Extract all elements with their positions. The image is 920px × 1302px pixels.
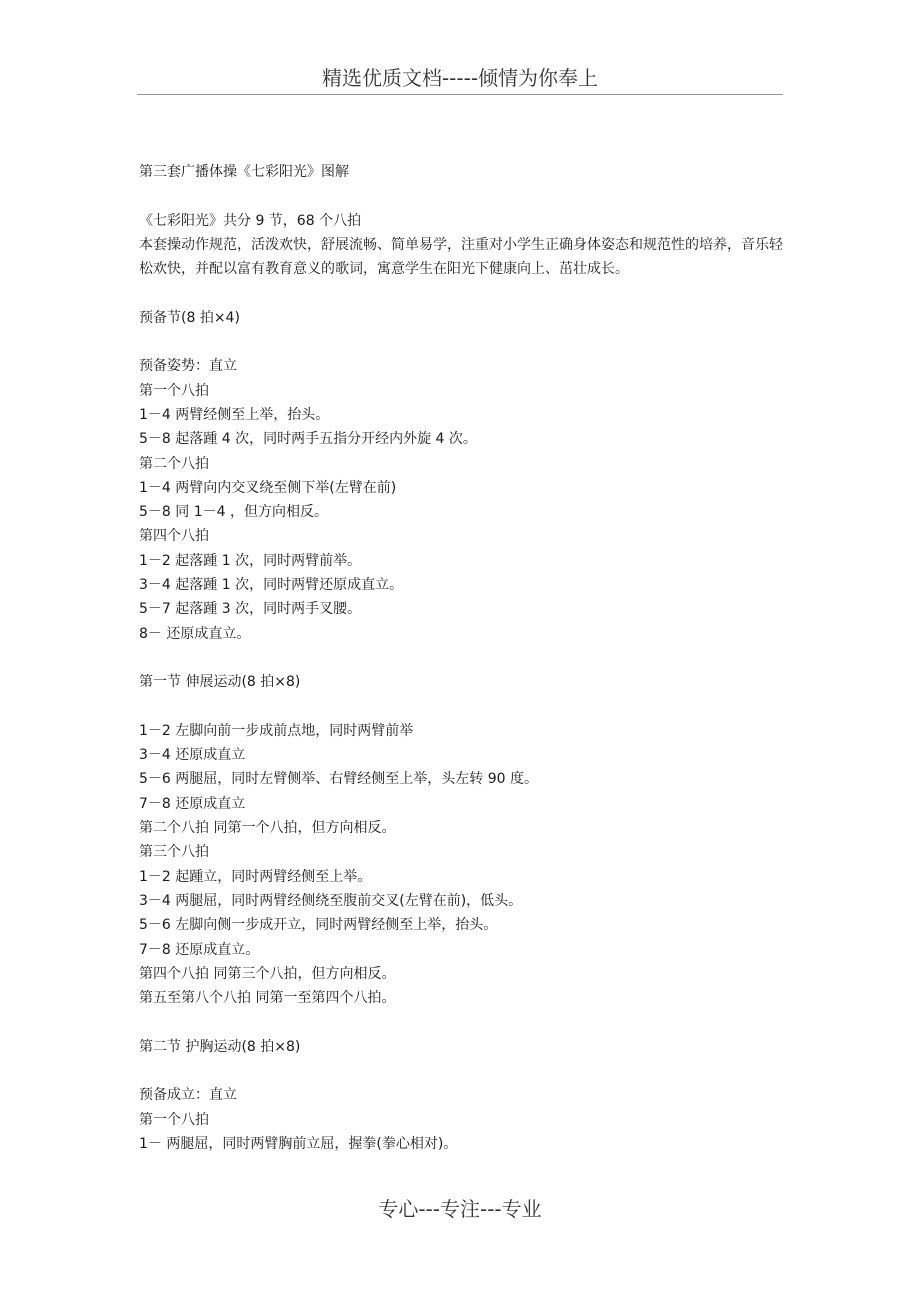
prep-line: 第二个八拍 (139, 455, 209, 472)
spacer (139, 330, 789, 354)
prep-line: 1－4 两臂向内交叉绕至侧下举(左臂在前) (139, 479, 397, 496)
section1-line: 第四个八拍 同第三个八拍，但方向相反。 (139, 965, 396, 982)
spacer (139, 646, 789, 670)
section2-line: 1－ 两腿屈，同时两臂胸前立屈，握拳(拳心相对)。 (139, 1135, 458, 1152)
prep-line: 第一个八拍 (139, 382, 209, 399)
page-header (137, 64, 783, 95)
prep-section-heading: 预备节(8 拍×4) (139, 309, 240, 326)
section1-line: 3－4 还原成直立 (139, 747, 246, 764)
spacer (139, 1059, 789, 1083)
section1-heading: 第一节 伸展运动(8 拍×8) (139, 674, 301, 691)
section1-line: 第五至第八个八拍 同第一至第四个八拍。 (139, 990, 396, 1007)
prep-line: 5－7 起落踵 3 次，同时两手叉腰。 (139, 601, 362, 618)
section1-line: 1－2 左脚向前一步成前点地，同时两臂前举 (139, 722, 414, 739)
section2-line: 预备成立：直立 (139, 1087, 237, 1104)
document-body (139, 160, 789, 1156)
prep-line: 5－8 同 1－4 ，但方向相反。 (139, 504, 328, 521)
intro-paragraph: 本套操动作规范，活泼欢快，舒展流畅、简单易学，注重对小学生正确身体姿态和规范性的培养，音乐轻松欢快，并配以富有教育意义的歌词，寓意学生在阳光下健康向上、茁壮成长。 (139, 236, 783, 278)
prep-line: 1－4 两臂经侧至上举，抬头。 (139, 406, 330, 423)
spacer (139, 695, 789, 719)
section2-line: 第一个八拍 (139, 1111, 209, 1128)
header-text: 精选优质文档-----倾情为你奉上 (321, 66, 599, 90)
section1-line: 7－8 还原成直立。 (139, 941, 260, 958)
prep-line: 1－2 起落踵 1 次，同时两臂前举。 (139, 552, 362, 569)
section1-line: 7－8 还原成直立 (139, 795, 246, 812)
section2-heading: 第二节 护胸运动(8 拍×8) (139, 1038, 301, 1055)
prep-line: 8－ 还原成直立。 (139, 625, 251, 642)
section1-line: 第三个八拍 (139, 844, 209, 861)
spacer (139, 281, 789, 305)
page-footer (0, 1195, 920, 1223)
footer-text: 专心---专注---专业 (378, 1197, 542, 1221)
spacer (139, 1010, 789, 1034)
section1-line: 3－4 两腿屈，同时两臂经侧绕至腹前交叉(左臂在前)，低头。 (139, 892, 523, 909)
section1-line: 第二个八拍 同第一个八拍，但方向相反。 (139, 820, 396, 837)
spacer (139, 184, 789, 208)
prep-line: 预备姿势：直立 (139, 358, 237, 375)
summary-line: 《七彩阳光》共分 9 节，68 个八拍 (139, 212, 362, 229)
prep-line: 第四个八拍 (139, 528, 209, 545)
prep-line: 3－4 起落踵 1 次，同时两臂还原成直立。 (139, 577, 404, 594)
prep-line: 5－8 起落踵 4 次，同时两手五指分开经内外旋 4 次。 (139, 431, 477, 448)
section1-line: 5－6 左脚向侧一步成开立，同时两臂经侧至上举，抬头。 (139, 917, 498, 934)
document-title: 第三套广播体操《七彩阳光》图解 (139, 164, 349, 180)
section1-line: 1－2 起踵立，同时两臂经侧至上举。 (139, 868, 372, 885)
section1-line: 5－6 两腿屈，同时左臂侧举、右臂经侧至上举，头左转 90 度。 (139, 771, 538, 788)
